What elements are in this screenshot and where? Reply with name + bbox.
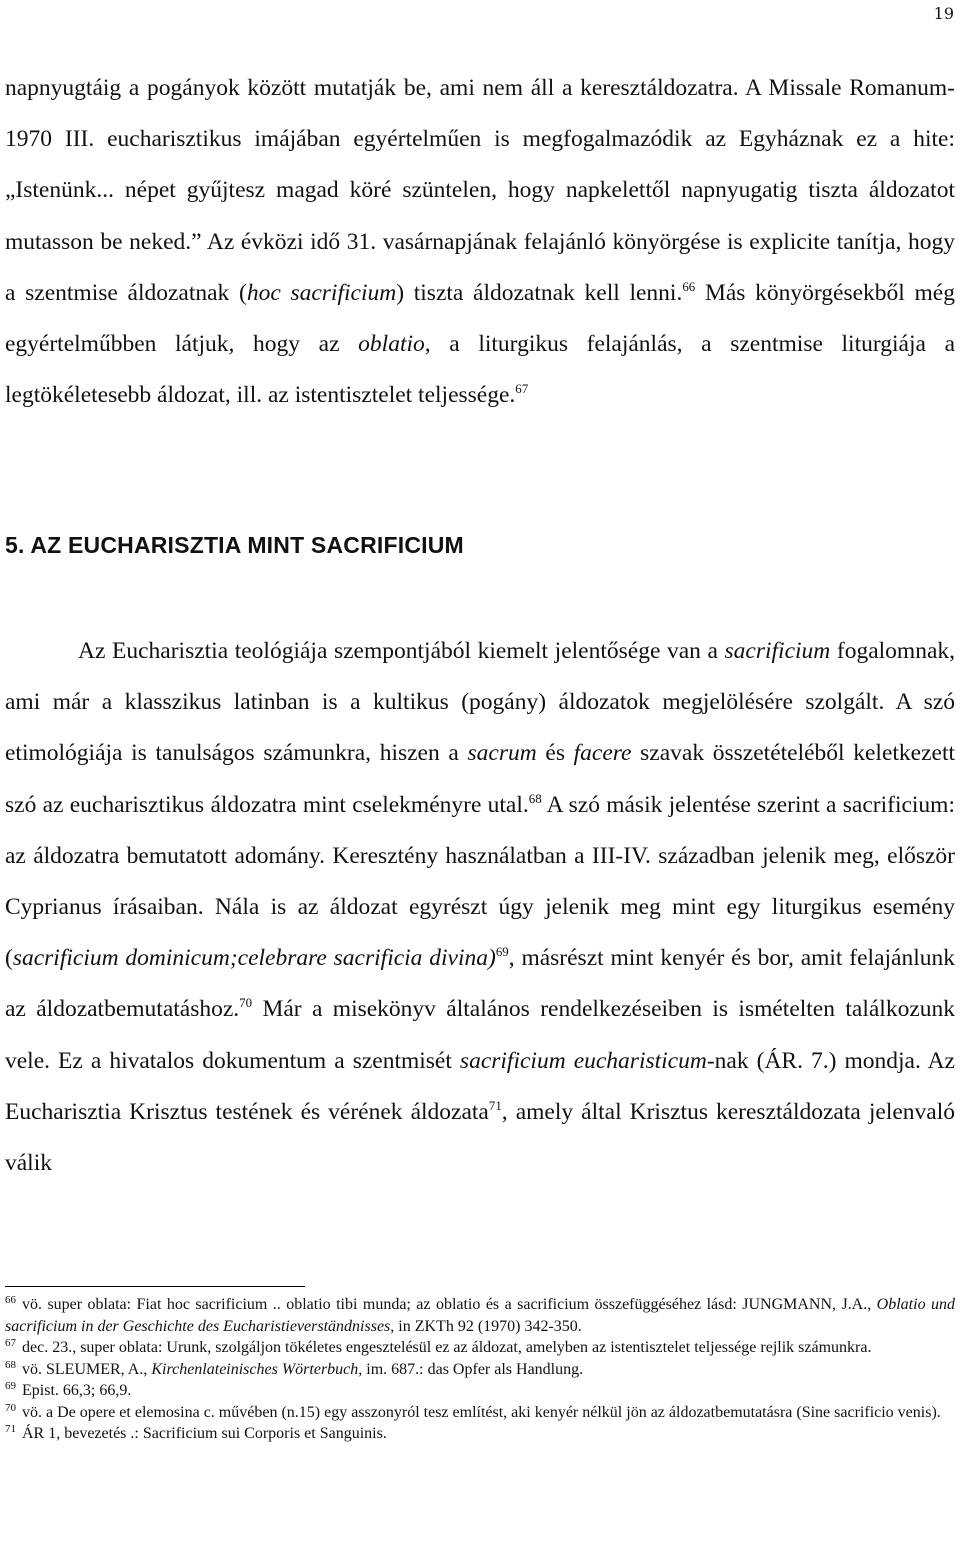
footnote-text: vö. super oblata: Fiat hoc sacrificium .. oblatio tibi munda; az oblatio és a sacrificium összefüggéséhez lásd: JUNGMANN, J.A.,: [22, 1296, 877, 1313]
footnote-ref-70[interactable]: 70: [239, 995, 253, 1011]
footnote-number: 70: [5, 1401, 16, 1414]
italic-text: hoc sacrificium: [246, 279, 397, 306]
paragraph-2: [5, 626, 955, 1189]
footnote-67: [5, 1337, 955, 1359]
footnote-number: 67: [5, 1337, 16, 1349]
italic-text: sacrificium: [724, 638, 831, 664]
text: ) tiszta áldozatnak kell lenni.: [396, 279, 683, 306]
text: Már a misekönyv általános rendelkezéseiben is ismételten találkozunk vele. Ez a hivatalos dokumentum a szentmisét: [5, 996, 955, 1074]
page-number: 19: [933, 4, 954, 23]
text: -nak (ÁR. 7.) mondja. Az Eucharisztia Krisztus testének és vérének áldozata: [5, 1047, 955, 1125]
italic-text: sacrificium eucharisticum: [459, 1047, 707, 1074]
footnote-ref-68[interactable]: 68: [528, 790, 542, 806]
text: szavak összetételéből keletkezett szó az eucharisztikus áldozatra mint cselekményre utal.: [5, 740, 956, 818]
text: , amely által Krisztus keresztáldozata jelenvaló válik: [5, 1098, 955, 1177]
footnote-text: vö. SLEUMER, A.,: [22, 1360, 152, 1378]
text: napnyugtáig a pogányok között mutatják be, ami nem áll a keresztáldozatra. A Missale Romanum-1970 III. eucharisztikus imájában egyértelműen is megfogalmazódik az Egyháznak ez a hite: „Istenünk... népet gyűjtesz magad köré szüntelen, hogy napkelettől napnyugatig tiszta áldozatot mutasson be neked.” Az évközi idő 31. vasárnapjának felajánló könyörgése is explicite tanítja, hogy a szentmise áldozatnak (: [5, 75, 955, 306]
footnote-text: Epist. 66,3; 66,9.: [22, 1382, 132, 1399]
footnote-number: 68: [5, 1358, 16, 1371]
footnote-text: dec. 23., super oblata: Urunk, szolgáljon tökéletes engesztelésül ez az áldozat, amelyben az istentisztelet teljessége rejlik számunkra.: [22, 1339, 872, 1356]
paragraph-1: [5, 63, 955, 421]
footnote-number: 71: [5, 1423, 16, 1435]
italic-text: sacrificium dominicum;celebrare sacrificia divina): [12, 945, 496, 972]
footnote-69: [5, 1380, 955, 1402]
footnote-text: im. 687.: das Opfer als Handlung.: [362, 1360, 584, 1378]
footnote-ref-66[interactable]: 66: [682, 278, 696, 294]
footnote-italic: Oblatio und sacrificium in der Geschichte des Eucharistieverständnisses: [5, 1296, 955, 1335]
footnote-italic: Kirchenlateinisches Wörterbuch,: [151, 1360, 363, 1378]
footnote-text: , in ZKTh 92 (1970) 342-350.: [390, 1317, 582, 1335]
footnote-71: [5, 1423, 955, 1445]
text: , másrészt mint kenyér és bor, amit felajánlunk az áldozatbemutatáshoz.: [5, 945, 955, 1023]
text: Az Eucharisztia teológiája szempontjából kiemelt jelentősége van a: [78, 638, 725, 664]
footnote-divider: [5, 1286, 305, 1287]
section-heading: 5. AZ EUCHARISZTIA MINT SACRIFICIUM: [5, 532, 464, 558]
footnote-ref-71[interactable]: 71: [488, 1097, 502, 1113]
italic-text: oblatio: [358, 331, 425, 358]
text: , a liturgikus felajánlás, a szentmise liturgiája a legtökéletesebb áldozat, ill. az istentisztelet teljessége.: [5, 331, 956, 409]
footnote-68: [5, 1359, 955, 1381]
text: Más könyörgésekből még egyértelműbben látjuk, hogy az: [5, 279, 955, 358]
italic-text: sacrum: [467, 740, 537, 767]
italic-text: facere: [573, 740, 632, 767]
footnote-text: vö. a De opere et elemosina c. művében (n.15) egy asszonyról tesz említést, aki kenyér nélkül jön az áldozatbemutatásra (Sine sacrificio venis).: [22, 1403, 941, 1421]
footnote-text: ÁR 1, bevezetés .: Sacrificium sui Corporis et Sanguinis.: [22, 1425, 387, 1442]
footnote-66: [5, 1294, 955, 1337]
text: fogalomnak, ami már a klasszikus latinban is a kultikus (pogány) áldozatok megjelölésére szolgált. A szó etimológiája is tanulságos számunkra, hiszen a: [5, 638, 955, 767]
footnote-number: 69: [5, 1380, 16, 1392]
footnotes: [5, 1294, 955, 1445]
footnote-number: 66: [5, 1294, 16, 1306]
footnote-70: [5, 1402, 955, 1424]
footnote-ref-67[interactable]: 67: [515, 381, 529, 397]
footnote-ref-69[interactable]: 69: [495, 944, 509, 960]
text: A szó másik jelentése szerint a sacrificium: az áldozatra bemutatott adomány. Keresztény használatban a III-IV. században jelenik meg, először Cyprianus írásaiban. Nála is az áldozat egyrészt úgy jelenik meg mint egy liturgikus esemény (: [5, 791, 955, 972]
text: és: [536, 740, 574, 767]
